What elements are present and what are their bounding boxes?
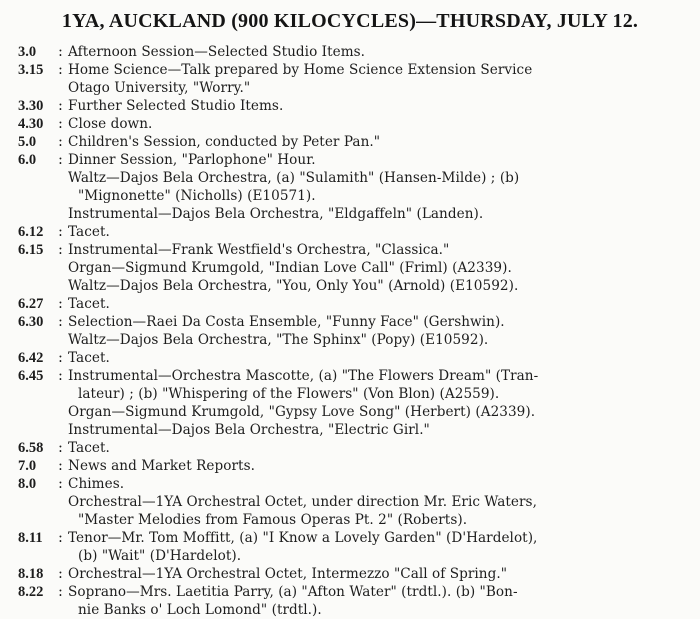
schedule-entry bbox=[18, 223, 682, 241]
entry-description bbox=[68, 133, 682, 151]
time-separator: : bbox=[58, 314, 63, 330]
time-separator: : bbox=[58, 566, 63, 582]
time-separator: : bbox=[58, 224, 63, 240]
entry-description bbox=[68, 529, 682, 565]
entry-line: Soprano—Mrs. Laetitia Parry, (a) "Afton Water" (trdtl.). (b) "Bon- bbox=[68, 584, 518, 600]
schedule-entry bbox=[18, 115, 682, 133]
schedule-entry bbox=[18, 457, 682, 475]
entry-line: Afternoon Session—Selected Studio Items. bbox=[68, 44, 366, 60]
time-separator: : bbox=[58, 44, 63, 60]
entry-line: Organ—Sigmund Krumgold, "Gypsy Love Song" (Herbert) (A2339). bbox=[68, 404, 536, 420]
entry-description bbox=[68, 61, 682, 97]
entry-line: "Master Melodies from Famous Operas Pt. 2" (Roberts). bbox=[78, 512, 468, 528]
entry-description bbox=[68, 367, 682, 439]
entry-time: 6.0 bbox=[18, 152, 37, 168]
time-separator: : bbox=[58, 242, 63, 258]
page-title: 1YA, AUCKLAND (900 KILOCYCLES)—THURSDAY, JULY 12. bbox=[61, 10, 639, 32]
entry-time: 6.58 bbox=[18, 440, 44, 456]
entry-description bbox=[68, 583, 682, 619]
entry-line: Orchestral—1YA Orchestral Octet, Intermezzo "Call of Spring." bbox=[68, 566, 508, 582]
schedule-entry bbox=[18, 475, 682, 529]
entry-line: Chimes. bbox=[68, 476, 125, 492]
entry-line: lateur) ; (b) "Whispering of the Flowers" (Von Blon) (A2559). bbox=[78, 386, 500, 402]
entry-line: Dinner Session, "Parlophone" Hour. bbox=[68, 152, 316, 168]
entry-line: Otago University, "Worry." bbox=[68, 80, 251, 96]
schedule-entry bbox=[18, 241, 682, 295]
entry-description bbox=[68, 439, 682, 457]
schedule-entry bbox=[18, 97, 682, 115]
entry-line: Tacet. bbox=[68, 296, 110, 312]
entry-line: Further Selected Studio Items. bbox=[68, 98, 284, 114]
entry-time: 3.0 bbox=[18, 44, 37, 60]
entry-description bbox=[68, 151, 682, 223]
schedule-entry bbox=[18, 583, 682, 619]
entry-time: 6.30 bbox=[18, 314, 44, 330]
schedule-entry bbox=[18, 367, 682, 439]
entry-line: "Mignonette" (Nicholls) (E10571). bbox=[78, 188, 316, 204]
entry-description bbox=[68, 349, 682, 367]
entry-time: 6.27 bbox=[18, 296, 44, 312]
entry-line: Instrumental—Frank Westfield's Orchestra, "Classica." bbox=[68, 242, 450, 258]
schedule-entry bbox=[18, 133, 682, 151]
entry-line: nie Banks o' Loch Lomond" (trdtl.). bbox=[78, 602, 322, 618]
entry-description bbox=[68, 43, 682, 61]
entry-line: Waltz—Dajos Bela Orchestra, (a) "Sulamith" (Hansen-Milde) ; (b) bbox=[68, 170, 520, 186]
time-separator: : bbox=[58, 296, 63, 312]
time-separator: : bbox=[58, 584, 63, 600]
schedule-entry bbox=[18, 295, 682, 313]
entry-time: 3.15 bbox=[18, 62, 44, 78]
entry-line: Tenor—Mr. Tom Moffitt, (a) "I Know a Lovely Garden" (D'Hardelot), bbox=[68, 530, 538, 546]
schedule-entry bbox=[18, 565, 682, 583]
time-separator: : bbox=[58, 62, 63, 78]
time-separator: : bbox=[58, 530, 63, 546]
entry-description bbox=[68, 313, 682, 349]
entry-line: Waltz—Dajos Bela Orchestra, "You, Only You" (Arnold) (E10592). bbox=[68, 278, 519, 294]
entry-time: 6.42 bbox=[18, 350, 44, 366]
entry-line: Instrumental—Dajos Bela Orchestra, "Electric Girl." bbox=[68, 422, 430, 438]
time-separator: : bbox=[58, 152, 63, 168]
entry-time: 4.30 bbox=[18, 116, 44, 132]
entry-line: Instrumental—Orchestra Mascotte, (a) "The Flowers Dream" (Tran- bbox=[68, 368, 539, 384]
entry-description bbox=[68, 565, 682, 583]
time-separator: : bbox=[58, 98, 63, 114]
entry-time: 3.30 bbox=[18, 98, 44, 114]
entry-line: Selection—Raei Da Costa Ensemble, "Funny Face" (Gershwin). bbox=[68, 314, 505, 330]
entry-line: Close down. bbox=[68, 116, 153, 132]
time-separator: : bbox=[58, 476, 63, 492]
entry-line: Tacet. bbox=[68, 224, 110, 240]
entry-line: News and Market Reports. bbox=[68, 458, 255, 474]
schedule-entry bbox=[18, 439, 682, 457]
entry-line: Instrumental—Dajos Bela Orchestra, "Eldgaffeln" (Landen). bbox=[68, 206, 484, 222]
entry-time: 6.15 bbox=[18, 242, 44, 258]
schedule-entry bbox=[18, 43, 682, 61]
program-schedule bbox=[18, 43, 682, 619]
entry-line: Home Science—Talk prepared by Home Science Extension Service bbox=[68, 62, 533, 78]
entry-description bbox=[68, 97, 682, 115]
entry-time: 6.12 bbox=[18, 224, 44, 240]
entry-line: Tacet. bbox=[68, 350, 110, 366]
schedule-entry bbox=[18, 151, 682, 223]
entry-description bbox=[68, 223, 682, 241]
entry-description bbox=[68, 457, 682, 475]
schedule-entry bbox=[18, 313, 682, 349]
entry-time: 7.0 bbox=[18, 458, 37, 474]
time-separator: : bbox=[58, 440, 63, 456]
entry-time: 5.0 bbox=[18, 134, 37, 150]
entry-line: Waltz—Dajos Bela Orchestra, "The Sphinx" (Popy) (E10592). bbox=[68, 332, 489, 348]
time-separator: : bbox=[58, 134, 63, 150]
time-separator: : bbox=[58, 116, 63, 132]
entry-time: 8.0 bbox=[18, 476, 37, 492]
entry-time: 8.18 bbox=[18, 566, 44, 582]
entry-line: (b) "Wait" (D'Hardelot). bbox=[78, 548, 242, 564]
entry-time: 8.11 bbox=[18, 530, 43, 546]
time-separator: : bbox=[58, 458, 63, 474]
entry-line: Tacet. bbox=[68, 440, 110, 456]
entry-time: 8.22 bbox=[18, 584, 44, 600]
entry-time: 6.45 bbox=[18, 368, 44, 384]
time-separator: : bbox=[58, 350, 63, 366]
entry-description bbox=[68, 295, 682, 313]
schedule-entry bbox=[18, 61, 682, 97]
entry-description bbox=[68, 475, 682, 529]
entry-line: Orchestral—1YA Orchestral Octet, under direction Mr. Eric Waters, bbox=[68, 494, 537, 510]
schedule-entry bbox=[18, 529, 682, 565]
entry-line: Children's Session, conducted by Peter Pan." bbox=[68, 134, 381, 150]
entry-description bbox=[68, 115, 682, 133]
entry-line: Organ—Sigmund Krumgold, "Indian Love Call" (Friml) (A2339). bbox=[68, 260, 512, 276]
time-separator: : bbox=[58, 368, 63, 384]
schedule-entry bbox=[18, 349, 682, 367]
entry-description bbox=[68, 241, 682, 295]
